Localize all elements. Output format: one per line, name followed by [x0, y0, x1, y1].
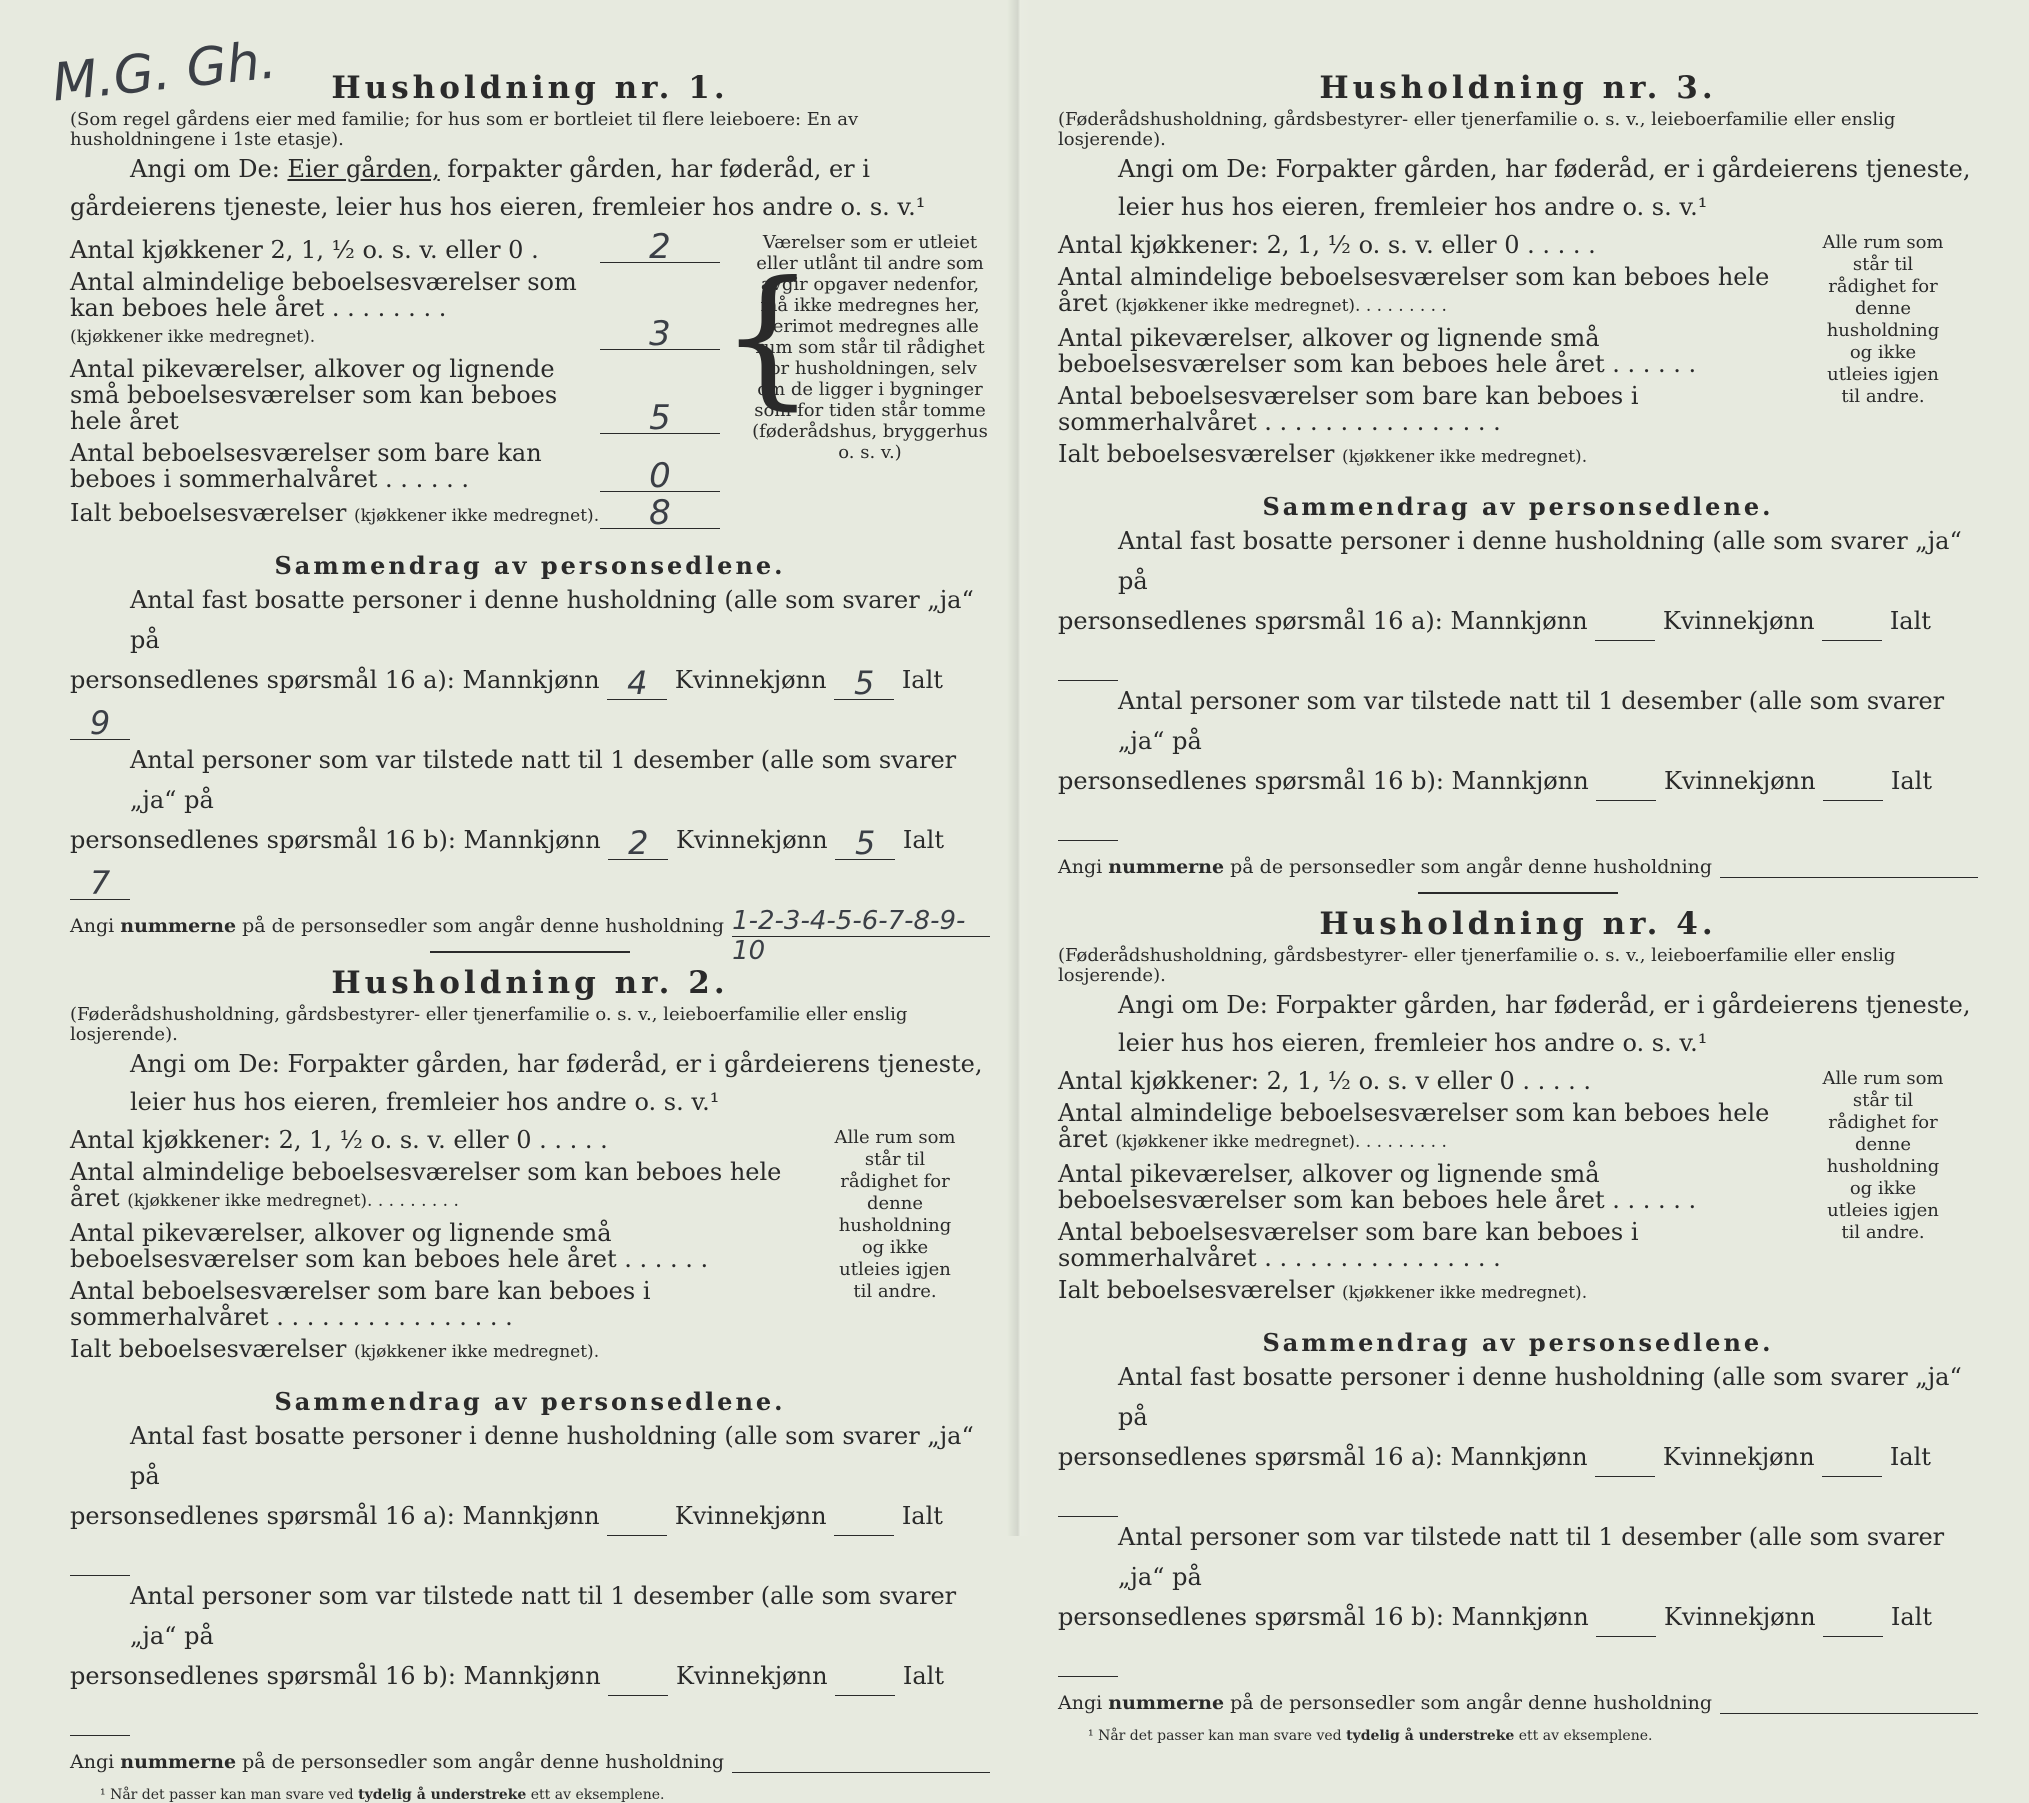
h4-angi: Angi om De: Forpakter gården, har føderåd, er i gårdeierens tjeneste, leier hus hos eieren, fremleier hos andre o. s. v.¹ [1118, 991, 1971, 1057]
h2-summary-title: Sammendrag av personsedlene. [274, 1387, 786, 1416]
h2-male-b[interactable] [608, 1663, 668, 1696]
h3-total-a[interactable] [1058, 648, 1118, 681]
h3-female-b[interactable] [1823, 768, 1883, 801]
h2-total-a[interactable] [70, 1543, 130, 1576]
h4-title: Husholdning nr. 4. [1319, 906, 1717, 942]
h1-male-a[interactable]: 4 [607, 667, 667, 700]
household-2: Husholdning nr. 2. (Føderådshusholdning, gårdsbestyrer- eller tjenerfamilie o. s. v., leieboerfamilie eller enslig losjerende). Angi om De: Forpakter gården, har føderåd, er i gårdeierens tjeneste, leier hus hos eieren, fremleier hos andre o. s. v.¹ Antal kjøkkener: 2, 1, ½ o. s. v. eller 0 . . . . . Antal almindelige beboelsesværelser som kan beboes hele året (kjøkkener ikke medregnet). . . . . . . . . Antal pikeværelser, alkover og lignende små beboelsesværelser som kan beboes hele året . . . . . . Antal beboelsesværelser som bare kan beboes i sommerhalvåret . . . . . . . . . . . . . . . . Ialt beboelsesværelser (kjøkkener ikke medregnet). Alle rum som står til rådighet for denne husholdning og ikke utleies igjen til andre. Sammendrag av personsedlene. Antal fast bosatte personer i denne husholdning (alle som svarer „ja“ på personsedlenes spørsmål 16 a): Mannkjønn Kvinnekjønn Ialt Antal personer som var tilstede natt til 1 desember (alle som svarer „ja“ på personsedlenes spørsmål 16 b): Mannkjønn Kvinnekjønn Ialt Angi nummerne på de personsedler som angår denne husholdning ¹ Når det passer kan man svare ved tydelig å understreke ett av eksemplene. [70, 965, 990, 1803]
h2-male-a[interactable] [607, 1503, 667, 1536]
h2-angi: Angi om De: Forpakter gården, har føderåd, er i gårdeierens tjeneste, leier hus hos eieren, fremleier hos andre o. s. v.¹ [130, 1050, 983, 1116]
h1-male-b[interactable]: 2 [608, 827, 668, 860]
h4-side-note: Alle rum som står til rådighet for denne husholdning og ikke utleies igjen til andre. [1822, 1068, 1944, 1243]
h2-numbers[interactable] [732, 1742, 990, 1773]
h4-female-b[interactable] [1823, 1604, 1883, 1637]
h1-title: Husholdning nr. 1. [331, 70, 729, 106]
footnote-left: ¹ Når det passer kan man svare ved tydelig å understreke ett av eksemplene. [100, 1787, 665, 1803]
h2-female-b[interactable] [835, 1663, 895, 1696]
household-1: Husholdning nr. 1. (Som regel gårdens eier med familie; for hus som er bortleiet til flere leieboere: En av husholdningene i 1ste etasje). Angi om De: Eier gården, forpakter gården, har føderåd, er i gårdeierens tjeneste, leier hus hos eieren, fremleier hos andre o. s. v.¹ Antal kjøkkener 2, 1, ½ o. s. v. eller 0 . 2 Antal almindelige beboelsesværelser som kan beboes hele året . . . . . . . . (kjøkkener ikke medregnet). 3 Antal pikeværelser, alkover og lignende små beboelsesværelser som kan beboes hele året 5 Antal beboelsesværelser som bare kan beboes i sommerhalvåret . . . . . . 0 Ialt beboelsesværelser (kjøkkener ikke medregnet). 8 { Værelser som er utleiet eller utlånt til andre som avgir opgaver nedenfor, må ikke medregnes her, derimot medregnes alle rum som står til rådighet for husholdningen, selv om de ligger i bygninger som for tiden står tomme (føderådshus, bryggerhus o. s. v.) Sammendrag av personsedlene. Antal fast bosatte personer i denne husholdning (alle som svarer „ja“ på personsedlenes spørsmål 16 a): Mannkjønn 4 Kvinnekjønn 5 Ialt 9 Antal personer som var tilstede natt til 1 desember (alle som svarer „ja“ på personsedlenes spørsmål 16 b): Mannkjønn 2 Kvinnekjønn 5 Ialt 7 Angi nummerne på de personsedler som angår denne husholdning 1-2-3-4-5-6-7-8-9-10 [70, 70, 990, 937]
h4-summary-title: Sammendrag av personsedlene. [1262, 1328, 1774, 1357]
h3-female-a[interactable] [1822, 608, 1882, 641]
h2-title: Husholdning nr. 2. [331, 965, 729, 1001]
household-4: Husholdning nr. 4. (Føderådshusholdning, gårdsbestyrer- eller tjenerfamilie o. s. v., leieboerfamilie eller enslig losjerende). Angi om De: Forpakter gården, har føderåd, er i gårdeierens tjeneste, leier hus hos eieren, fremleier hos andre o. s. v.¹ Antal kjøkkener: 2, 1, ½ o. s. v eller 0 . . . . . Antal almindelige beboelsesværelser som kan beboes hele året (kjøkkener ikke medregnet). . . . . . . . . Antal pikeværelser, alkover og lignende små beboelsesværelser som kan beboes hele året . . . . . . Antal beboelsesværelser som bare kan beboes i sommerhalvåret . . . . . . . . . . . . . . . . Ialt beboelsesværelser (kjøkkener ikke medregnet). Alle rum som står til rådighet for denne husholdning og ikke utleies igjen til andre. Sammendrag av personsedlene. Antal fast bosatte personer i denne husholdning (alle som svarer „ja“ på personsedlenes spørsmål 16 a): Mannkjønn Kvinnekjønn Ialt Antal personer som var tilstede natt til 1 desember (alle som svarer „ja“ på personsedlenes spørsmål 16 b): Mannkjønn Kvinnekjønn Ialt Angi nummerne på de personsedler som angår denne husholdning ¹ Når det passer kan man svare ved tydelig å understreke ett av eksemplene. [1058, 906, 1978, 1744]
h4-total-b[interactable] [1058, 1644, 1118, 1677]
h1-subtitle: (Som regel gårdens eier med familie; for hus som er bortleiet til flere leieboere: En av husholdningene i 1ste etasje). [70, 109, 859, 150]
h1-side-note: Værelser som er utleiet eller utlånt til andre som avgir opgaver nedenfor, må ikke medregnes her, derimot medregnes alle rum som står til rådighet for husholdningen, selv om de ligger i bygninger som for tiden står tomme (føderådshus, bryggerhus o. s. v.) [752, 232, 988, 463]
h3-numbers[interactable] [1720, 847, 1978, 878]
h1-rooms-value[interactable]: 3 [600, 319, 720, 350]
h4-female-a[interactable] [1822, 1444, 1882, 1477]
h3-title: Husholdning nr. 3. [1319, 70, 1717, 106]
h1-row-total: Ialt beboelsesværelser (kjøkkener ikke medregnet). 8 [70, 498, 720, 529]
h1-sum-b: personsedlenes spørsmål 16 b): Mannkjønn 2 Kvinnekjønn 5 Ialt 7 [70, 824, 944, 902]
h1-row-rooms: Antal almindelige beboelsesværelser som kan beboes hele året . . . . . . . . (kjøkkener ikke medregnet). 3 [70, 269, 720, 350]
h1-row-kitchens: Antal kjøkkener 2, 1, ½ o. s. v. eller 0 . 2 [70, 232, 720, 263]
h2-side-note: Alle rum som står til rådighet for denne husholdning og ikke utleies igjen til andre. [834, 1127, 956, 1302]
h3-summary-title: Sammendrag av personsedlene. [1262, 492, 1774, 521]
left-page [70, 70, 990, 1803]
h3-side-note: Alle rum som står til rådighet for denne husholdning og ikke utleies igjen til andre. [1822, 232, 1944, 407]
h1-row-summer-rooms: Antal beboelsesværelser som bare kan beboes i sommerhalvåret . . . . . . 0 [70, 440, 720, 492]
h4-male-b[interactable] [1596, 1604, 1656, 1637]
h1-summary-title: Sammendrag av personsedlene. [274, 551, 786, 580]
h4-numbers[interactable] [1720, 1683, 1978, 1714]
h1-small-rooms-value[interactable]: 5 [600, 403, 720, 434]
h1-total-b[interactable]: 7 [70, 867, 130, 900]
margin-note: M.G. Gh. [49, 30, 280, 114]
h3-subtitle: (Føderådshusholdning, gårdsbestyrer- eller tjenerfamilie o. s. v., leieboerfamilie eller enslig losjerende). [1058, 109, 1896, 150]
h1-total-value[interactable]: 8 [600, 498, 720, 529]
h1-total-a[interactable]: 9 [70, 707, 130, 740]
household-3: Husholdning nr. 3. (Føderådshusholdning, gårdsbestyrer- eller tjenerfamilie o. s. v., leieboerfamilie eller enslig losjerende). Angi om De: Forpakter gården, har føderåd, er i gårdeierens tjeneste, leier hus hos eieren, fremleier hos andre o. s. v.¹ Antal kjøkkener: 2, 1, ½ o. s. v. eller 0 . . . . . Antal almindelige beboelsesværelser som kan beboes hele året (kjøkkener ikke medregnet). . . . . . . . . Antal pikeværelser, alkover og lignende små beboelsesværelser som kan beboes hele året . . . . . . Antal beboelsesværelser som bare kan beboes i sommerhalvåret . . . . . . . . . . . . . . . . Ialt beboelsesværelser (kjøkkener ikke medregnet). Alle rum som står til rådighet for denne husholdning og ikke utleies igjen til andre. Sammendrag av personsedlene. Antal fast bosatte personer i denne husholdning (alle som svarer „ja“ på personsedlenes spørsmål 16 a): Mannkjønn Kvinnekjønn Ialt Antal personer som var tilstede natt til 1 desember (alle som svarer „ja“ på personsedlenes spørsmål 16 b): Mannkjønn Kvinnekjønn Ialt Angi nummerne på de personsedler som angår denne husholdning [1058, 70, 1978, 878]
h1-summer-rooms-value[interactable]: 0 [600, 461, 720, 492]
h2-total-b[interactable] [70, 1703, 130, 1736]
h4-total-a[interactable] [1058, 1484, 1118, 1517]
divider [430, 951, 630, 953]
h1-female-b[interactable]: 5 [835, 827, 895, 860]
right-page [1058, 70, 1978, 1744]
h1-angi-answer: Eier gården, [287, 155, 440, 183]
h1-numbers-row: Angi nummerne på de personsedler som angår denne husholdning 1-2-3-4-5-6-7-8-9-10 [70, 906, 990, 937]
footnote-right: ¹ Når det passer kan man svare ved tydelig å understreke ett av eksemplene. [1088, 1728, 1653, 1744]
h1-kitchens-value[interactable]: 2 [600, 232, 720, 263]
h1-angi: Angi om De: Eier gården, forpakter gården, har føderåd, er i gårdeierens tjeneste, leier hus hos eieren, fremleier hos andre o. s. v.¹ [70, 155, 926, 221]
h1-room-block [70, 227, 990, 535]
h4-subtitle: (Føderådshusholdning, gårdsbestyrer- eller tjenerfamilie o. s. v., leieboerfamilie eller enslig losjerende). [1058, 945, 1896, 986]
h3-angi: Angi om De: Forpakter gården, har føderåd, er i gårdeierens tjeneste, leier hus hos eieren, fremleier hos andre o. s. v.¹ [1118, 155, 1971, 221]
h3-male-b[interactable] [1596, 768, 1656, 801]
h2-subtitle: (Føderådshusholdning, gårdsbestyrer- eller tjenerfamilie o. s. v., leieboerfamilie eller enslig losjerende). [70, 1004, 908, 1045]
h2-female-a[interactable] [834, 1503, 894, 1536]
page-fold [1007, 0, 1031, 1536]
h3-male-a[interactable] [1595, 608, 1655, 641]
h1-sum-a: personsedlenes spørsmål 16 a): Mannkjønn 4 Kvinnekjønn 5 Ialt 9 [70, 664, 943, 742]
h1-row-small-rooms: Antal pikeværelser, alkover og lignende små beboelsesværelser som kan beboes hele året 5 [70, 356, 720, 434]
h1-female-a[interactable]: 5 [834, 667, 894, 700]
h1-brace: { [720, 250, 816, 424]
h2-room-block: Antal kjøkkener: 2, 1, ½ o. s. v. eller 0 . . . . . Antal almindelige beboelsesværelser som kan beboes hele året (kjøkkener ikke medregnet). . . . . . . . . Antal pikeværelser, alkover og lignende små beboelsesværelser som kan beboes hele året . . . . . . Antal beboelsesværelser som bare kan beboes i sommerhalvåret . . . . . . . . . . . . . . . . Ialt beboelsesværelser (kjøkkener ikke medregnet). Alle rum som står til rådighet for denne husholdning og ikke utleies igjen til andre. [70, 1127, 990, 1371]
h1-numbers[interactable]: 1-2-3-4-5-6-7-8-9-10 [732, 906, 990, 937]
h4-male-a[interactable] [1595, 1444, 1655, 1477]
h3-total-b[interactable] [1058, 808, 1118, 841]
